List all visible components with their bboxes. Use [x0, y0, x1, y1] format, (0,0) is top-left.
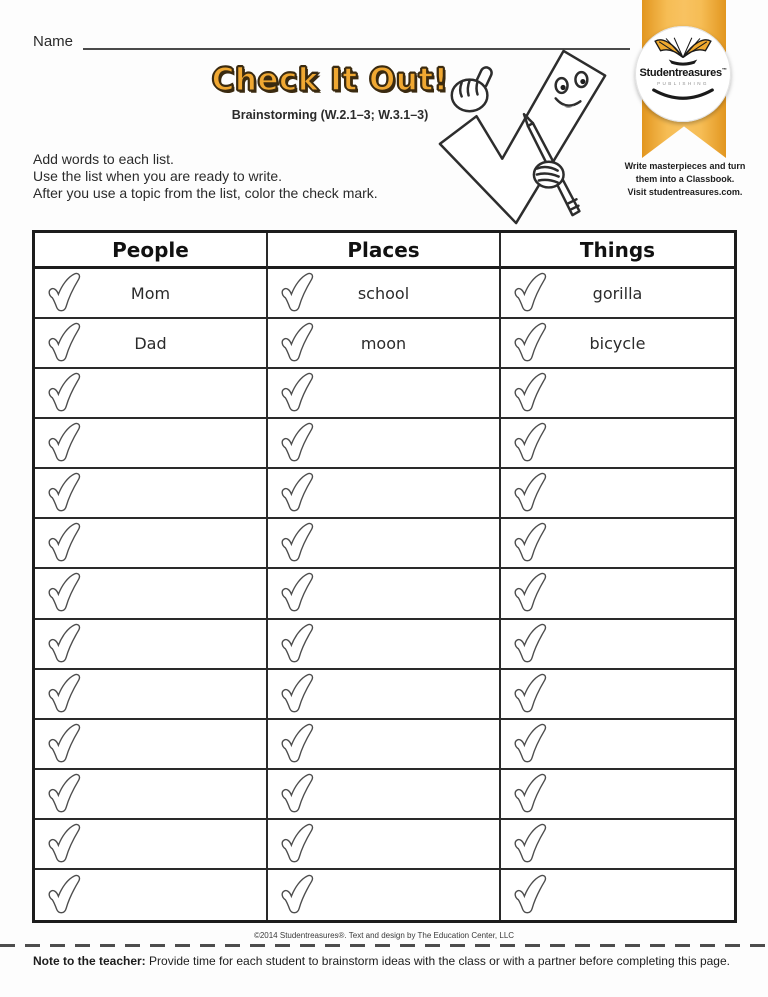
table-cell: [35, 820, 268, 870]
table-cell: [501, 569, 734, 619]
tagline-line-3: Visit studentreasures.com.: [627, 187, 743, 197]
column-header-people: People: [35, 233, 268, 269]
checkmark-mascot-illustration: [430, 38, 618, 230]
teacher-note: [33, 954, 745, 968]
check-mark-icon: [278, 521, 316, 565]
table-cell: [35, 770, 268, 820]
check-mark-icon: [511, 471, 549, 515]
check-mark-icon: [511, 722, 549, 766]
table-cell: [35, 269, 268, 319]
check-mark-icon: [45, 421, 83, 465]
table-cell: [268, 469, 501, 519]
check-mark-icon: [278, 772, 316, 816]
instruction-line-2: Use the list when you are ready to write.: [33, 168, 283, 184]
table-cell: [268, 269, 501, 319]
check-mark-icon: [278, 722, 316, 766]
brand-publishing: PUBLISHING: [657, 80, 709, 86]
instructions: [33, 151, 378, 202]
table-cell: [501, 620, 734, 670]
table-cell: [268, 419, 501, 469]
column-header-things: Things: [501, 233, 734, 269]
table-cell: [501, 770, 734, 820]
check-mark-icon: [511, 371, 549, 415]
table-cell: [501, 670, 734, 720]
cell-word: Mom: [130, 283, 171, 303]
check-mark-icon: [278, 421, 316, 465]
check-mark-icon: [45, 873, 83, 917]
table-cell: [35, 469, 268, 519]
tagline-line-1: Write masterpieces and turn: [624, 161, 746, 171]
check-mark-icon: [278, 371, 316, 415]
name-label: Name: [33, 33, 74, 50]
table-cell: [35, 519, 268, 569]
table-cell: [35, 319, 268, 369]
cell-word: bicycle: [589, 333, 646, 353]
check-mark-icon: [278, 873, 316, 917]
table-cell: [501, 720, 734, 770]
table-cell: [268, 670, 501, 720]
smile-arc-icon: [651, 88, 715, 103]
trademark-symbol: ™: [721, 67, 727, 74]
page-subtitle: Brainstorming (W.2.1–3; W.3.1–3): [231, 108, 429, 122]
check-mark-icon: [45, 672, 83, 716]
table-cell: [501, 269, 734, 319]
cell-word: school: [357, 283, 410, 303]
page-title: Check It Out!: [211, 62, 449, 98]
table-cell: [268, 770, 501, 820]
check-mark-icon: [278, 321, 316, 365]
teacher-note-text: Provide time for each student to brainstorm ideas with the class or with a partner before completing this page.: [145, 954, 730, 968]
table-cell: [35, 419, 268, 469]
check-mark-icon: [511, 772, 549, 816]
cell-word: gorilla: [592, 283, 643, 303]
check-mark-icon: [45, 772, 83, 816]
check-mark-icon: [511, 521, 549, 565]
check-mark-icon: [511, 271, 549, 315]
table-cell: [268, 870, 501, 920]
check-mark-icon: [45, 271, 83, 315]
table-cell: [268, 620, 501, 670]
table-cell: [268, 369, 501, 419]
check-mark-icon: [278, 622, 316, 666]
table-cell: [501, 369, 734, 419]
table-cell: [501, 469, 734, 519]
table-cell: [35, 620, 268, 670]
copyright-text: ©2014 Studentreasures®. Text and design by The Education Center, LLC: [253, 931, 515, 940]
check-mark-icon: [511, 321, 549, 365]
open-book-icon: [652, 33, 714, 67]
table-cell: [501, 419, 734, 469]
check-mark-icon: [45, 571, 83, 615]
check-mark-icon: [511, 822, 549, 866]
brainstorm-table: [32, 230, 737, 923]
check-mark-icon: [511, 873, 549, 917]
table-cell: [501, 519, 734, 569]
instruction-line-3: After you use a topic from the list, color the check mark.: [33, 185, 378, 201]
table-cell: [268, 820, 501, 870]
check-mark-icon: [45, 471, 83, 515]
check-mark-icon: [45, 722, 83, 766]
table-cell: [268, 720, 501, 770]
tagline-line-2: them into a Classbook.: [635, 174, 735, 184]
check-mark-icon: [278, 672, 316, 716]
table-cell: [35, 670, 268, 720]
check-mark-icon: [45, 622, 83, 666]
check-mark-icon: [278, 471, 316, 515]
check-mark-icon: [511, 571, 549, 615]
check-mark-icon: [511, 672, 549, 716]
table-cell: [501, 870, 734, 920]
dashed-divider: [0, 944, 768, 947]
table-cell: [268, 319, 501, 369]
table-cell: [35, 870, 268, 920]
check-mark-icon: [45, 321, 83, 365]
table-cell: [35, 720, 268, 770]
cell-word: Dad: [134, 333, 167, 353]
table-cell: [35, 369, 268, 419]
brand-name: Studentreasures™: [639, 67, 727, 79]
table-cell: [35, 569, 268, 619]
check-mark-icon: [278, 271, 316, 315]
check-mark-icon: [511, 421, 549, 465]
check-mark-icon: [278, 822, 316, 866]
table-cell: [501, 319, 734, 369]
title-block: [205, 62, 455, 122]
check-mark-icon: [45, 822, 83, 866]
brand-tagline: [606, 160, 764, 199]
check-mark-icon: [511, 622, 549, 666]
check-mark-icon: [45, 521, 83, 565]
check-mark-icon: [278, 571, 316, 615]
table-cell: [268, 519, 501, 569]
brand-badge: [635, 26, 731, 122]
table-cell: [268, 569, 501, 619]
check-mark-icon: [45, 371, 83, 415]
instruction-line-1: Add words to each list.: [33, 151, 174, 167]
column-header-places: Places: [268, 233, 501, 269]
teacher-note-label: Note to the teacher:: [33, 954, 146, 968]
table-cell: [501, 820, 734, 870]
cell-word: moon: [360, 333, 407, 353]
